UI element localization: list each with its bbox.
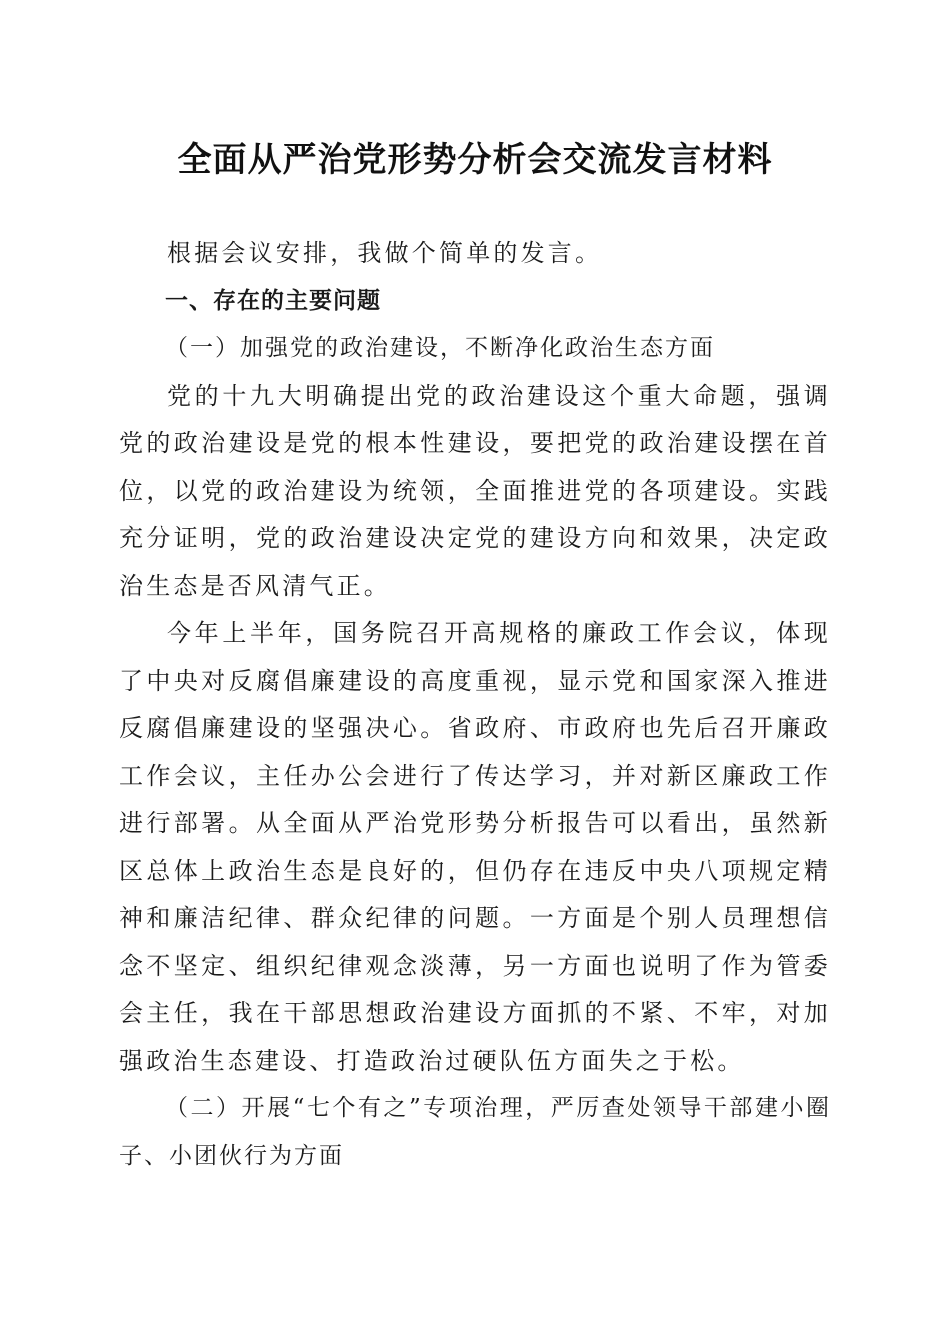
body-paragraph: 党的十九大明确提出党的政治建设这个重大命题，强调党的政治建设是党的根本性建设，要把党的政治建设摆在首位，以党的政治建设为统领，全面推进党的各项建设。实践充分证明，党的政治建设决定党的建设方向和效果，决定政治生态是否风清气正。 xyxy=(119,381,831,600)
document-body xyxy=(119,230,831,1180)
subsection-heading-2: （二）开展“七个有之”专项治理，严厉查处领导干部建小圈子、小团伙行为方面 xyxy=(119,1095,831,1169)
opening-paragraph: 根据会议安排，我做个简单的发言。 xyxy=(167,239,603,267)
document-title: 全面从严治党形势分析会交流发言材料 xyxy=(177,140,773,180)
section-heading-1: 一、存在的主要问题 xyxy=(165,287,381,314)
subsection-heading-1: （一）加强党的政治建设，不断净化政治生态方面 xyxy=(165,335,715,361)
body-paragraph: 今年上半年，国务院召开高规格的廉政工作会议，体现了中央对反腐倡廉建设的高度重视，显示党和国家深入推进反腐倡廉建设的坚强决心。省政府、市政府也先后召开廉政工作会议，主任办公会进行了传达学习，并对新区廉政工作进行部署。从全面从严治党形势分析报告可以看出，虽然新区总体上政治生态是良好的，但仍存在违反中央八项规定精神和廉洁纪律、群众纪律的问题。一方面是个别人员理想信念不坚定、组织纪律观念淡薄，另一方面也说明了作为管委会主任，我在干部思想政治建设方面抓的不紧、不牢，对加强政治生态建设、打造政治过硬队伍方面失之于松。 xyxy=(119,619,831,1075)
